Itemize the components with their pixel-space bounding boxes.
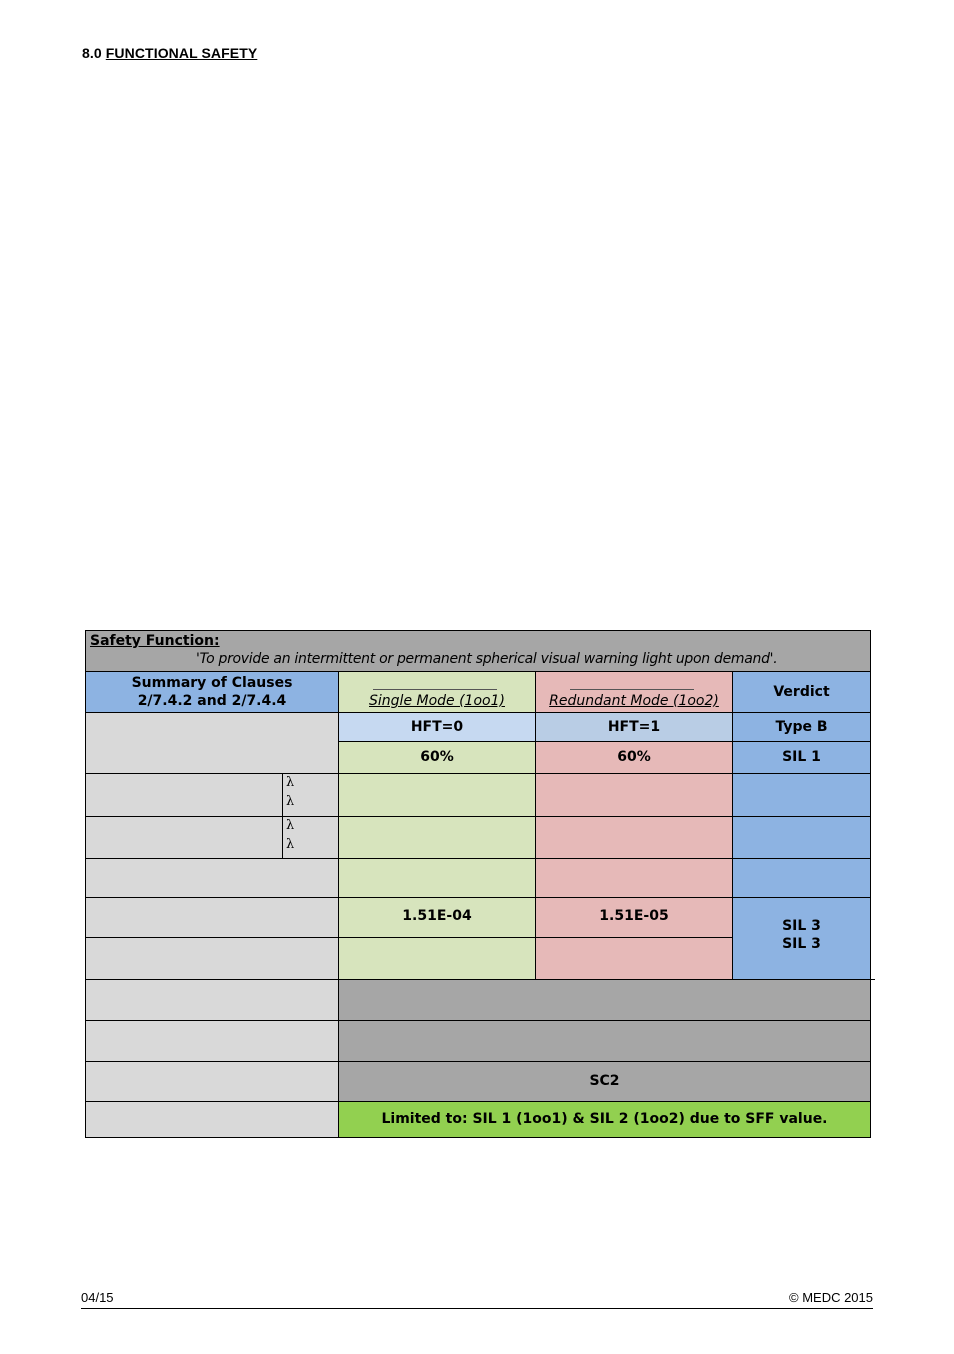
sil-architecture-cell	[732, 741, 871, 774]
summary-clauses-header	[85, 671, 339, 713]
lambda-verdict-cell	[732, 816, 871, 859]
section-heading	[82, 45, 257, 61]
lambda-single-cell	[338, 773, 536, 817]
type-cell	[732, 712, 871, 742]
architecture-label-cell	[85, 712, 339, 774]
sil-architecture: SIL 1	[782, 749, 821, 766]
merged-value-cell	[338, 979, 871, 1021]
sff-single: 60%	[420, 749, 454, 766]
systematic-capability: SC2	[589, 1073, 620, 1090]
failure-rate-label-cell	[85, 816, 283, 859]
row-label-cell	[85, 1020, 339, 1062]
sil-pfd-line1: SIL 3	[782, 918, 821, 934]
sff-redundant-cell	[535, 741, 733, 774]
verdict-header	[732, 671, 871, 713]
header-rule	[570, 689, 694, 690]
verdict-value-cell	[732, 858, 871, 898]
lambda-symbol: λ	[286, 775, 295, 790]
lambda-cell	[282, 816, 339, 859]
lambda-redundant-cell	[535, 773, 733, 817]
summary-label-line1: Summary of Clauses	[131, 674, 293, 691]
header-rule	[373, 689, 497, 690]
lambda-redundant-cell	[535, 816, 733, 859]
single-mode-label: Single Mode (1oo1)	[369, 692, 505, 709]
pfd-label-cell	[85, 897, 339, 938]
hft-redundant: HFT=1	[607, 718, 661, 735]
conclusion-cell	[338, 1101, 871, 1138]
lambda-single-cell	[338, 816, 536, 859]
merged-value-cell	[338, 1020, 871, 1062]
sil-pfd-line2: SIL 3	[782, 936, 821, 953]
row-label-cell	[85, 979, 339, 1021]
hft-single: HFT=0	[410, 718, 464, 735]
lambda-symbol: λ	[286, 793, 295, 809]
lambda-verdict-cell	[732, 773, 871, 817]
section-number: 8.0	[82, 45, 102, 61]
systematic-capability-cell	[338, 1061, 871, 1102]
summary-label-line2: 2/7.4.2 and 2/7.4.4	[137, 693, 287, 709]
footer-copyright: © MEDC 2015	[789, 1290, 873, 1305]
footer-date: 04/15	[81, 1290, 114, 1305]
sff-redundant: 60%	[617, 749, 651, 766]
single-mode-header	[338, 671, 536, 713]
conclusion-text: Limited to: SIL 1 (1oo1) & SIL 2 (1oo2) due to SFF value.	[381, 1111, 828, 1128]
table-edge-stub	[871, 979, 875, 980]
type-value: Type B	[775, 718, 828, 735]
verdict-label: Verdict	[773, 683, 830, 700]
conclusion-label-cell	[85, 1101, 339, 1138]
pfd-redundant-cell	[535, 897, 733, 938]
redundant-mode-header	[535, 671, 733, 713]
single-value-cell	[338, 858, 536, 898]
redundant-mode-label: Redundant Mode (1oo2)	[549, 692, 719, 709]
single-value-cell	[338, 937, 536, 980]
row-label-cell	[85, 937, 339, 980]
pfd-redundant: 1.51E-05	[599, 908, 669, 924]
functional-safety-table	[85, 630, 871, 1138]
pfd-single: 1.51E-04	[402, 908, 472, 924]
redundant-value-cell	[535, 937, 733, 980]
sff-single-cell	[338, 741, 536, 774]
lambda-cell	[282, 773, 339, 817]
safety-function-cell	[85, 630, 871, 672]
failure-rate-label-cell	[85, 773, 283, 817]
safety-function-label: Safety Function:	[90, 633, 220, 649]
systematic-capability-label-cell	[85, 1061, 339, 1102]
footer-divider	[81, 1308, 873, 1309]
safety-function-text: 'To provide an intermittent or permanent spherical visual warning light upon demand'.	[196, 651, 778, 668]
section-title: FUNCTIONAL SAFETY	[105, 45, 258, 61]
pfd-single-cell	[338, 897, 536, 938]
row-label-cell	[85, 858, 339, 898]
lambda-symbol: λ	[286, 818, 295, 833]
lambda-symbol: λ	[286, 836, 295, 852]
redundant-value-cell	[535, 858, 733, 898]
hft-single-cell	[338, 712, 536, 742]
hft-redundant-cell	[535, 712, 733, 742]
sil-pfd-cell	[732, 897, 871, 980]
